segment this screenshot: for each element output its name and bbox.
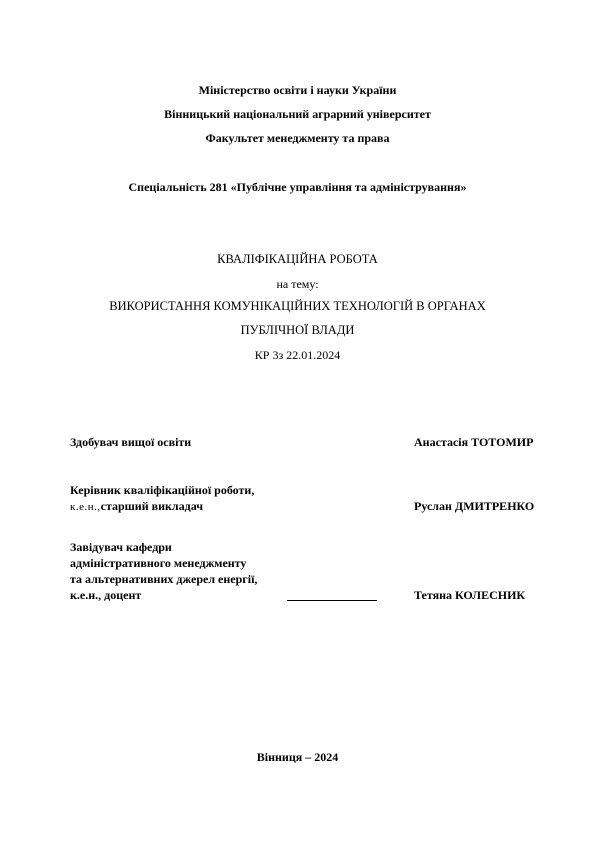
ministry-line: Міністерство освіти і науки України bbox=[198, 83, 397, 97]
university-line: Вінницький національний аграрний університет bbox=[164, 107, 431, 121]
work-type: КВАЛІФІКАЦІЙНА РОБОТА bbox=[217, 252, 378, 266]
faculty-line: Факультет менеджменту та права bbox=[205, 131, 390, 145]
topic-label: на тему: bbox=[276, 277, 319, 291]
work-code: КР 3з 22.01.2024 bbox=[254, 348, 341, 362]
head-role-line1: Завідувач кафедри bbox=[70, 540, 172, 554]
supervisor-position: старший викладач bbox=[100, 499, 204, 513]
supervisor-name: Руслан ДМИТРЕНКО bbox=[414, 499, 535, 513]
work-title-line1: ВИКОРИСТАННЯ КОМУНІКАЦІЙНИХ ТЕХНОЛОГІЙ В ОРГАНАХ bbox=[109, 299, 486, 313]
head-role-line2: адміністративного менеджменту bbox=[70, 556, 247, 570]
work-title-line2: ПУБЛІЧНОЇ ВЛАДИ bbox=[240, 323, 355, 337]
city-year: Вінниця – 2024 bbox=[256, 750, 339, 764]
specialty-line: Спеціальність 281 «Публічне управління та адміністрування» bbox=[128, 180, 467, 194]
student-name: Анастасія ТОТОМИР bbox=[414, 435, 534, 449]
supervisor-title bbox=[70, 499, 203, 514]
head-role-line3: та альтернативних джерел енергії, bbox=[70, 572, 258, 586]
signature-line bbox=[287, 600, 377, 601]
supervisor-degree: к.е.н., bbox=[70, 501, 101, 513]
head-name: Тетяна КОЛЕСНИК bbox=[414, 588, 526, 602]
student-role: Здобувач вищої освіти bbox=[70, 435, 192, 449]
head-degree: к.е.н., доцент bbox=[70, 588, 142, 602]
supervisor-role: Керівник кваліфікаційної роботи, bbox=[70, 483, 255, 497]
